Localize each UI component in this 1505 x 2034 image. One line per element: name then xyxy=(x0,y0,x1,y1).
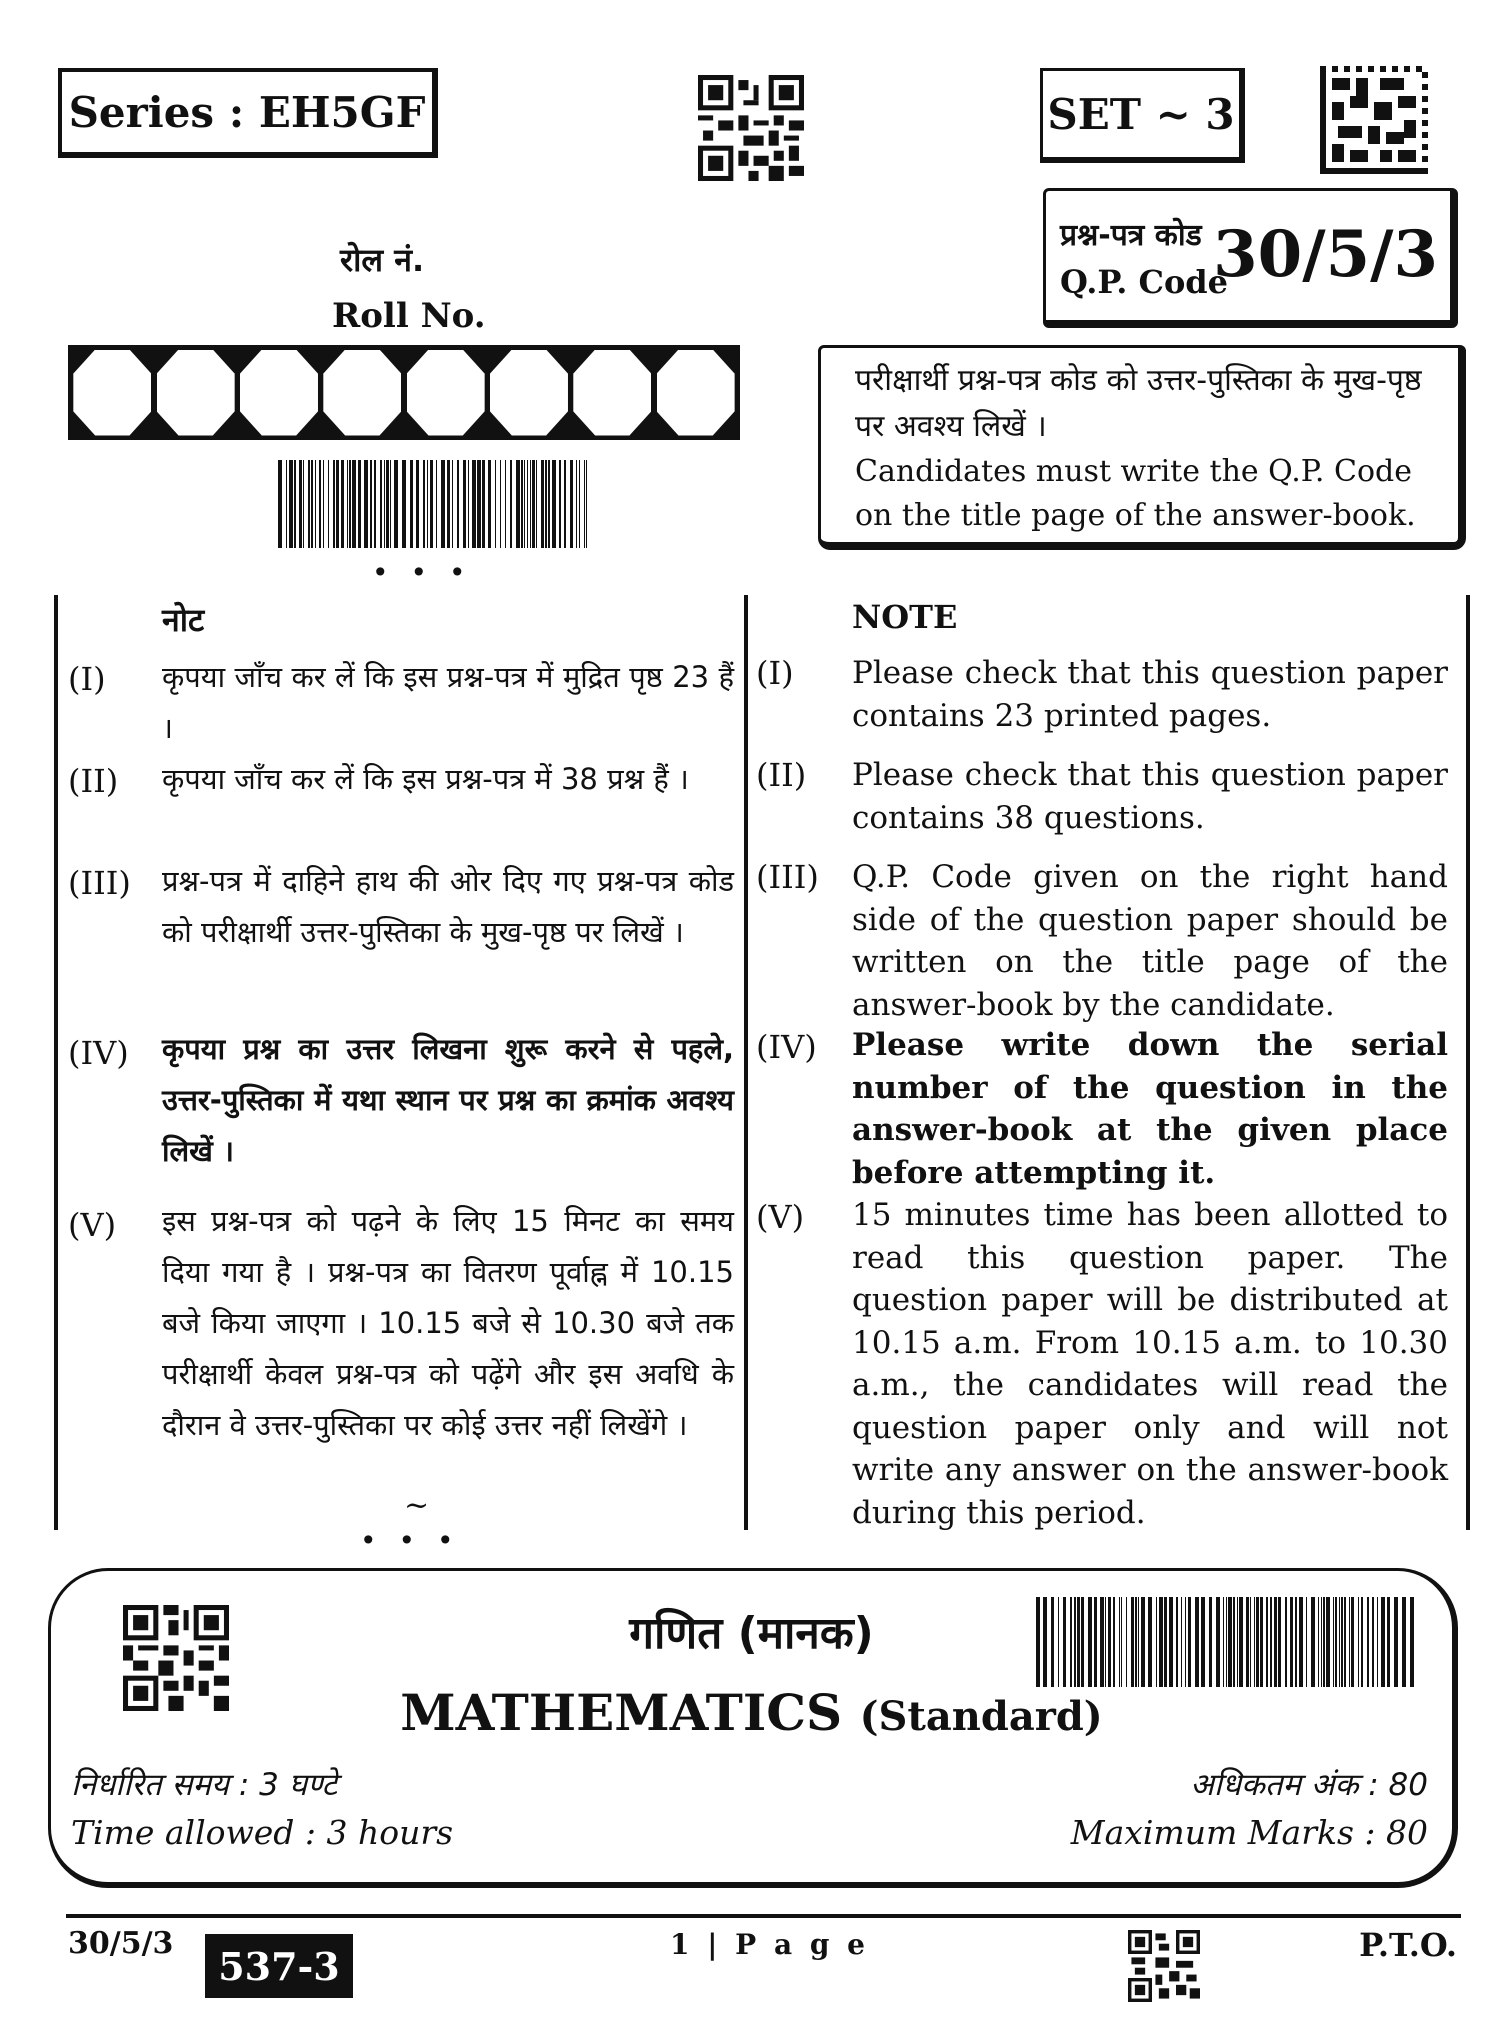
max-marks-en: Maximum Marks : 80 xyxy=(1070,1813,1428,1852)
note-text-en: Please write down the serial number of the question in the answer-book at the given place before attempting it. xyxy=(852,1027,1448,1191)
notice-box xyxy=(818,345,1466,550)
note-text-hi: कृपया जाँच कर लें कि इस प्रश्न-पत्र में मुद्रित पृष्ठ 23 हैं । xyxy=(162,660,734,745)
roll-number-cell[interactable] xyxy=(240,350,318,436)
note-number: (I) xyxy=(756,654,794,692)
roll-number-cell[interactable] xyxy=(407,350,485,436)
note-heading-hi: नोट xyxy=(162,601,205,639)
footer-badge xyxy=(205,1934,353,1998)
roll-number-boxes xyxy=(68,345,740,440)
page-number: 1 | P a g e xyxy=(670,1928,869,1961)
column-rule-right xyxy=(1466,595,1470,1530)
footer-badge-label: 537-3 xyxy=(218,1943,340,1989)
subject-title-sub: (Standard) xyxy=(859,1693,1103,1740)
qp-code-label-en: Q.P. Code xyxy=(1060,263,1229,301)
note-heading-en: NOTE xyxy=(852,598,958,636)
note-text-hi: कृपया प्रश्न का उत्तर लिखना शुरू करने से पहले, उत्तर-पुस्तिका में यथा स्थान पर प्रश्न का क्रमांक अवश्य लिखें । xyxy=(162,1032,734,1168)
qr-code-icon xyxy=(698,75,804,181)
separator-dots: ••• xyxy=(372,556,488,589)
subject-box xyxy=(48,1568,1458,1888)
note-number: (V) xyxy=(68,1206,117,1244)
note-number: (IV) xyxy=(756,1028,817,1066)
column-rule-middle xyxy=(744,595,748,1530)
tilde-mark: ~ xyxy=(404,1488,430,1523)
subject-title-hi: गणित (मानक) xyxy=(629,1608,874,1659)
time-allowed-en: Time allowed : 3 hours xyxy=(71,1813,454,1852)
time-allowed-hi: निर्धारित समय : 3 घण्टे xyxy=(71,1767,338,1803)
barcode-icon xyxy=(278,460,588,548)
series-label: Series : EH5GF xyxy=(68,87,426,137)
note-number: (IV) xyxy=(68,1034,129,1072)
note-number: (II) xyxy=(756,756,807,794)
roll-label-hi: रोल नं. xyxy=(340,241,425,279)
subject-title-main: MATHEMATICS xyxy=(400,1683,843,1742)
qp-code-label-hi: प्रश्न-पत्र कोड xyxy=(1060,218,1202,253)
roll-number-cell[interactable] xyxy=(323,350,401,436)
roll-number-cell[interactable] xyxy=(573,350,651,436)
notice-text-en: Candidates must write the Q.P. Code on the title page of the answer-book. xyxy=(855,454,1416,533)
column-rule-left xyxy=(54,595,58,1530)
note-text-en: Please check that this question paper contains 38 questions. xyxy=(852,757,1448,836)
pto-label: P.T.O. xyxy=(1359,1926,1457,1964)
roll-number-cell[interactable] xyxy=(490,350,568,436)
note-text-hi: कृपया जाँच कर लें कि इस प्रश्न-पत्र में 38 प्रश्न हैं । xyxy=(162,762,689,796)
roll-number-cell[interactable] xyxy=(157,350,235,436)
subject-title-en xyxy=(51,1683,1452,1742)
qr-code-icon xyxy=(1128,1930,1200,2002)
qp-code-labels xyxy=(1060,213,1228,305)
data-matrix-icon xyxy=(1320,66,1428,174)
set-box xyxy=(1040,68,1245,163)
qp-code-value: 30/5/3 xyxy=(1213,217,1438,292)
note-number: (I) xyxy=(68,660,106,698)
notice-text-hi: परीक्षार्थी प्रश्न-पत्र कोड को उत्तर-पुस्तिका के मुख-पृष्ठ पर अवश्य लिखें । xyxy=(855,363,1422,444)
set-label: SET ~ 3 xyxy=(1047,89,1235,139)
note-number: (II) xyxy=(68,762,119,800)
footer-rule xyxy=(66,1914,1461,1918)
note-text-hi: इस प्रश्न-पत्र को पढ़ने के लिए 15 मिनट का समय दिया गया है । प्रश्न-पत्र का वितरण पूर्वाह्न में 10.15 बजे किया जाएगा । 10.15 बजे से 10.30 बजे तक परीक्षार्थी केवल प्रश्न-पत्र को पढ़ेंगे और इस अवधि के दौरान वे उत्तर-पुस्तिका पर कोई उत्तर नहीं लिखेंगे । xyxy=(162,1204,734,1442)
roll-number-cell[interactable] xyxy=(73,350,151,436)
roll-label-en: Roll No. xyxy=(332,296,486,336)
footer-qp-code: 30/5/3 xyxy=(68,1926,174,1961)
separator-dots: ••• xyxy=(360,1524,476,1557)
note-text-en: Q.P. Code given on the right hand side of the question paper should be written on the title page of the answer-book by the candidate. xyxy=(852,859,1448,1023)
note-number: (V) xyxy=(756,1198,805,1236)
note-text-en: 15 minutes time has been allotted to read this question paper. The question paper will be distributed at 10.15 a.m. From 10.15 a.m. to 10.30 a.m., the candidates will read the question paper only and will not write any answer on the answer-book during this period. xyxy=(852,1197,1448,1531)
qp-code-box xyxy=(1043,188,1458,328)
max-marks-hi: अधिकतम अंक : 80 xyxy=(1190,1767,1428,1803)
note-number: (III) xyxy=(68,864,131,902)
note-number: (III) xyxy=(756,858,819,896)
series-box xyxy=(58,68,438,158)
note-text-hi: प्रश्न-पत्र में दाहिने हाथ की ओर दिए गए प्रश्न-पत्र कोड को परीक्षार्थी उत्तर-पुस्तिका के मुख-पृष्ठ पर लिखें । xyxy=(162,864,734,949)
roll-number-cell[interactable] xyxy=(657,350,735,436)
note-text-en: Please check that this question paper contains 23 printed pages. xyxy=(852,655,1448,734)
